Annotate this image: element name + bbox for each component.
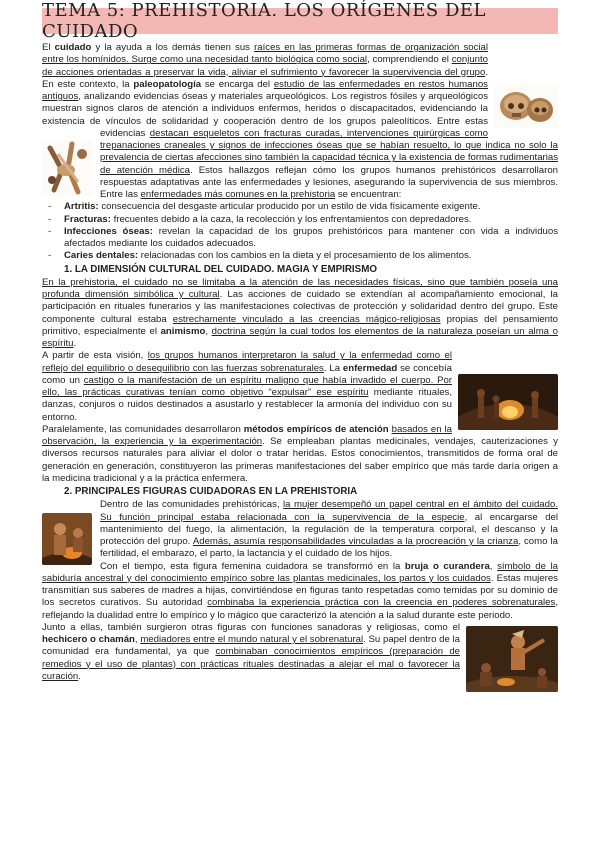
list-item: - Fracturas: frecuentes debido a la caza, la recolección y los enfrentamientos con depredadores. (42, 214, 558, 226)
intro-paragraph: El cuidado y la ayuda a los demás tienen sus raíces en las primeras formas de organización social entre los homínidos. Surge como una necesidad tanto biológica como social, comprendiendo el conjunto de acciones orientadas a preservar la vida, aliviar el sufrimiento y favorecer la supervivencia del grupo. En este contexto, la paleopatología se encarga del estudio de las enfermedades en restos humanos antiguos, analizando evidencias óseas y materiales arqueológicos. Los registros fósiles y arqueológicos muestran signos claros de atención a individuos enfermos, heridos o discapacitados, evidenciando la existencia de vínculos de solidaridad y cooperación dentro de los grupos paleolíticos. Entre estas evidencias destacan esqueletos con fracturas curadas, intervenciones quirúrgicas como trepanaciones craneales y signos de infecciones óseas que se habían resuelto, lo que indica no solo la prevalencia de ciertas afecciones sino también la capacidad técnica y la existencia de formas rudimentarias de atención médica. Estos hallazgos reflejan cómo los grupos humanos prehistóricos desarrollaron respuestas adaptativas ante las enfermedades y lesiones, asegurando la supervivencia de sus miembros. Entre las enfermedades más comunes en la prehistoria se encuentran: (42, 42, 559, 200)
title-banner (42, 0, 558, 42)
skull-photo (494, 84, 558, 128)
paragraph-healer: Con el tiempo, esta figura femenina cuidadora se transformó en la bruja o curandera, símbolo de la sabiduría ancestral y del conocimiento empírico sobre las plantas medicinales, los partos y los cuidados. Estas mujeres transmitían sus saberes de madres a hijas, convirtiéndose en figuras tanto respetadas como temidas por su dominio de los secretos curativos. Su autoridad combinaba la experiencia práctica con la creencia en poderes sobrenaturales, reflejando la dualidad entre lo empírico y lo mágico que caracterizó la atención a la salud durante este periodo. (42, 560, 558, 621)
ritual-cave-photo (458, 374, 558, 430)
document-page (42, 0, 559, 694)
page-title: TEMA 5: PREHISTORIA. LOS ORÍGENES DEL CUIDADO (42, 0, 487, 42)
paragraph-shaman: Junto a ellas, también surgieron otras figuras con funciones sanadoras y religiosas, como el hechicero o chamán, mediadores entre el mundo natural y el sobrenatural. Su papel dentro de la comunidad era fundamental, ya que combinaban conocimientos empíricos (preparación de remedios y el uso de plantas) con prácticas rituales destinadas a alejar el mal o favorecer la curación. (42, 622, 558, 683)
list-item: - Artritis: consecuencia del desgaste articular producido por un estilo de vida físicamente exigente. (42, 201, 558, 213)
section-heading-2: 2. PRINCIPALES FIGURAS CUIDADORAS EN LA PREHISTORIA (64, 486, 358, 497)
paragraph-cultural: En la prehistoria, el cuidado no se limitaba a la atención de las necesidades físicas, sino que también poseía una profunda dimensión simbólica y cultural. Las acciones de cuidado se extendían al acompañamiento emocional, la participación en rituales funerarios y las manifestaciones colectivas de protección y solidaridad dentro del grupo. Este componente cultural estaba estrechamente vinculado a las creencias mágico-religiosas propias del pensamiento primitivo, especialmente el animismo, doctrina según la cual todos los elementos de la naturaleza poseían un alma o espíritu. (42, 276, 558, 349)
paragraph-illness: A partir de esta visión, los grupos humanos interpretaron la salud y la enfermedad como el reflejo del equilibrio o desequilibrio con las fuerzas sobrenaturales. La enfermedad se concebía como un castigo o la manifestación de un espíritu maligno que había invadido el cuerpo. Por ello, las prácticas curativas tenían como objetivo “expulsar” ese espíritu mediante rituales, danzas, conjuros o ruidos destinados a asustarlo y restablecer la armonía del individuo con su entorno. (42, 350, 558, 424)
shaman-photo (466, 626, 558, 692)
paragraph-woman: Dentro de las comunidades prehistóricas, la mujer desempeñó un papel central en el ámbito del cuidado. Su función principal estaba relacionada con la supervivencia de la especie, al encargarse del mantenimiento del fuego, la alimentación, la regulación de la temperatura corporal, el descanso y la protección del grupo. Además, asumía responsabilidades vinculadas a la procreación y la crianza, como la fertilidad, el embarazo, el parto, la lactancia y el cuidado de los hijos. (42, 499, 558, 560)
list-item: - Infecciones óseas: revelan la capacidad de los grupos prehistóricos para mantener con vida a individuos afectados mediante los cuidados adecuados. (42, 226, 558, 251)
disease-list (42, 201, 558, 262)
document-body (42, 42, 558, 683)
list-item: - Caries dentales: relacionadas con los cambios en la dieta y el procesamiento de los alimentos. (42, 250, 558, 262)
bones-photo (42, 140, 92, 196)
section-heading-1: 1. LA DIMENSIÓN CULTURAL DEL CUIDADO. MAGIA Y EMPIRISMO (64, 263, 377, 275)
paragraph-empirical: Paralelamente, las comunidades desarrollaron métodos empíricos de atención basados en la observación, la experiencia y la experimentación. Se empleaban plantas medicinales, vendajes, cauterizaciones y diversos recursos naturales para aliviar el dolor o tratar heridas. Estos conocimientos, transmitidos de forma oral de generación en generación, constituyeron las primeras manifestaciones del saber empírico que más tarde daría origen a la medicina tradicional y a la práctica enfermera. (42, 423, 558, 484)
prehistoric-woman-photo (42, 513, 92, 565)
